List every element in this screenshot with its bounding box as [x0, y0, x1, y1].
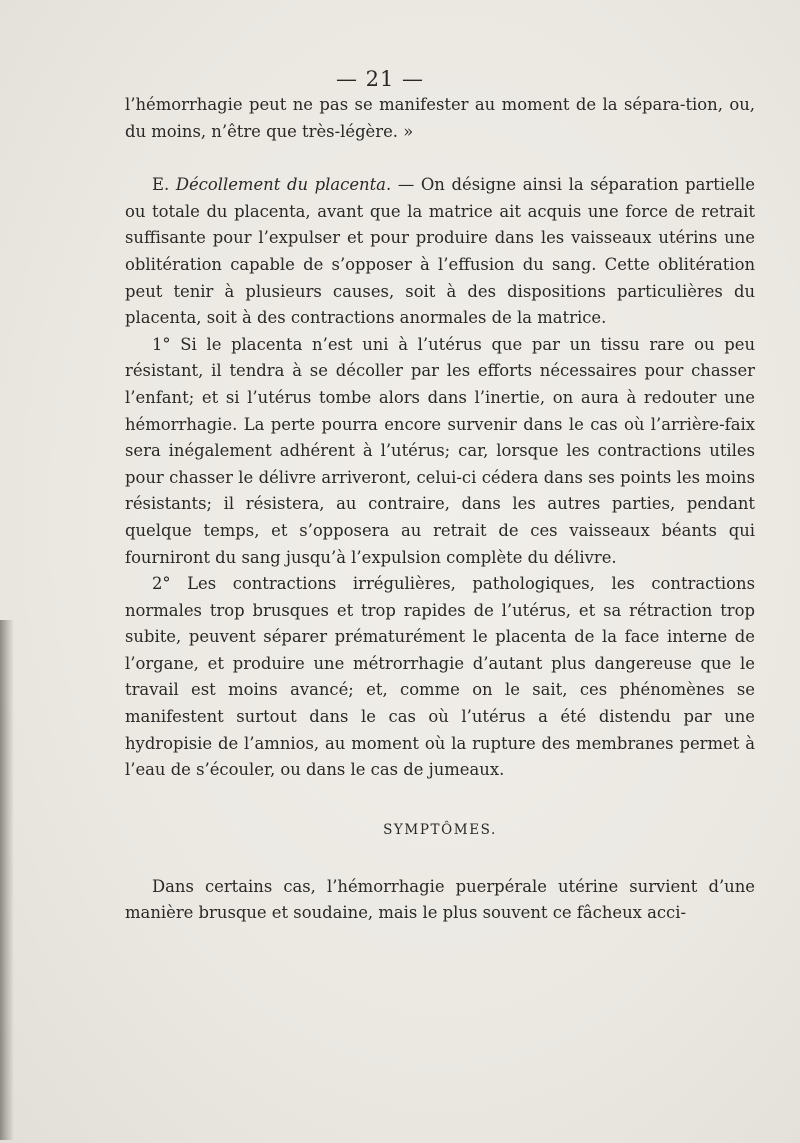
section-heading: SYMPTÔMES. [383, 821, 497, 838]
page-number: — 21 — [335, 67, 425, 91]
paragraph-continuation: l’hémorrhagie peut ne pas se manifester au moment de la sépara-tion, ou, du moins, n’être que très-légère. » [125, 95, 755, 141]
section-title: Décollement du placenta. [175, 175, 392, 195]
paragraph-decollement [125, 172, 755, 332]
binding-shadow [0, 620, 14, 1140]
section-letter: E. [152, 175, 170, 195]
paragraph-point-2: 2° Les contractions irrégulières, pathologiques, les contractions normales trop brusques et trop rapides de l’utérus, et sa rétraction trop subite, peuvent séparer prématurément le placenta de la face interne de l’organe, et produire une métrorrhagie d’autant plus dangereuse que le travail est moins avancé; et, comme on le sait, ces phénomènes se manifestent surtout dans le cas où l’utérus a été distendu par une hydropisie de l’amnios, au moment où la rupture des membranes permet à l’eau de s’écouler, ou dans le cas de jumeaux. [125, 574, 755, 780]
paragraph-symptomes: Dans certains cas, l’hémorrhagie puerpérale utérine survient d’une manière brusque et soudaine, mais le plus souvent ce fâcheux acci- [125, 876, 755, 923]
paragraph-point-1: 1° Si le placenta n’est uni à l’utérus que par un tissu rare ou peu résistant, il tendra à se décoller par les efforts nécessaires pour chasser l’enfant; et si l’utérus tombe alors dans l’inertie, on aura à redouter une hémorrhagie. La perte pourra encore survenir dans le cas où l’arrière-faix sera inégalement adhérent à l’utérus; car, lorsque les contractions utiles pour chasser le délivre arriveront, celui-ci cédera dans ses points les moins résistants; il résistera, au contraire, dans les autres parties, pendant quelque temps, et s’opposera au retrait de ces vaisseaux béants qui fourniront du sang jusqu’à l’expulsion complète du délivre. [125, 334, 755, 567]
body-text [125, 92, 755, 927]
paragraph-text: — On désigne ainsi la séparation partielle ou totale du placenta, avant que la matrice ait acquis une force de retrait suffisante pour l’expulser et pour produire dans les vaisseaux utérins une oblitération capable de s’opposer à l’effusion du sang. Cette oblitération peut tenir à plusieurs causes, soit à des dispositions particulières du placenta, soit à des contractions anormales de la matrice. [125, 175, 755, 328]
